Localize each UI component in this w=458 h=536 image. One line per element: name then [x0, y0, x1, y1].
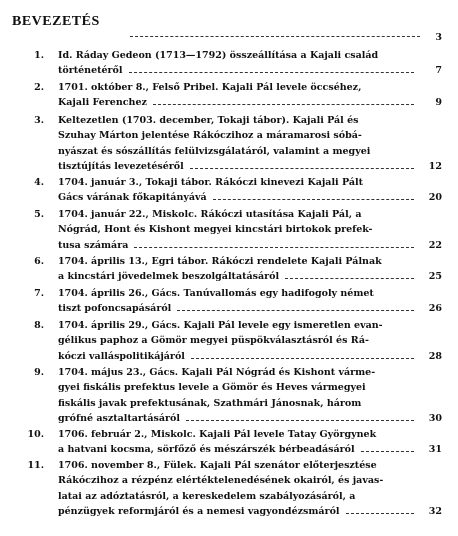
toc-entry: [0, 286, 458, 317]
entry-text-line: Id. Ráday Gedeon (1713—1792) összeállítása a Kajali család: [58, 50, 379, 61]
entry-text-line: Szuhay Márton jelentése Rákóczihoz a máramarosi sóbá-: [58, 130, 362, 142]
toc-entry: [0, 318, 458, 364]
entry-number: 10.: [27, 429, 44, 440]
dot-leader: [153, 104, 414, 105]
entry-text-line: 1706. november 8., Fülek. Kajali Pál szenátor előterjesztése: [58, 460, 377, 471]
entry-text-line: történetéről: [58, 65, 123, 77]
entry-number: 6.: [34, 256, 44, 267]
entry-text-line: 1704. január 22., Miskolc. Rákóczi utasítása Kajali Pál, a: [58, 209, 362, 220]
entry-text-line: 1704. április 26., Gács. Tanúvallomás egy hadifogoly német: [58, 288, 374, 299]
page-number: 28: [428, 350, 442, 362]
toc-entry: [0, 207, 458, 253]
toc-entry: [0, 427, 458, 458]
entry-text-line: pénzügyek reformjáról és a nemesi vagyondézsmáról: [58, 505, 340, 517]
toc-entry: [0, 113, 458, 174]
entry-text-line: tisztújítás levezetéséről: [58, 160, 184, 172]
entry-text-line: 1704. április 13., Egri tábor. Rákóczi rendelete Kajali Pálnak: [58, 256, 382, 267]
dot-leader: [361, 451, 414, 452]
entry-text-line: gyei fiskális prefektus levele a Gömör és Heves vármegyei: [58, 382, 366, 394]
entry-number: 5.: [34, 209, 44, 220]
entry-number: 3.: [34, 115, 44, 126]
page-number: 26: [428, 303, 442, 315]
entry-text-line: 1704. május 23., Gács. Kajali Pál Nógrád és Kishont várme-: [58, 367, 376, 378]
toc-entry: [0, 458, 458, 519]
entry-number: 11.: [27, 460, 44, 471]
page-number: 12: [428, 160, 442, 172]
entry-number: 1.: [34, 50, 44, 61]
page-number: 31: [428, 444, 442, 456]
entry-text-line: 1701. október 8., Felső Pribel. Kajali Pál levele öccséhez,: [58, 82, 362, 93]
entry-text-line: fiskális javak prefektusának, Szathmári Jánosnak, három: [58, 397, 362, 409]
intro-row: [12, 32, 442, 46]
toc-entry: [0, 365, 458, 426]
toc-entry: [0, 48, 458, 79]
dot-leader: [190, 168, 414, 169]
entry-text-line: Keltezetlen (1703. december, Tokaji tábor). Kajali Pál és: [58, 115, 359, 126]
page-number: 30: [428, 412, 442, 424]
dot-leader: [191, 358, 414, 359]
dot-leader: [129, 72, 415, 73]
entry-number: 7.: [34, 288, 44, 299]
entry-text-line: a hatvani kocsma, sörfőző és mészárszék bérbeadásáról: [58, 444, 355, 456]
dot-leader: [177, 310, 414, 311]
entry-text-line: Rákóczihoz a rézpénz elértéktelenedésének okairól, és javas-: [58, 475, 384, 487]
page-number: 7: [435, 65, 442, 77]
entry-text-line: Nógrád, Hont és Kishont megyei kincstári birtokok prefek-: [58, 224, 373, 236]
entry-number: 8.: [34, 320, 44, 331]
entry-number: 9.: [34, 367, 44, 378]
page-number: 20: [428, 192, 442, 204]
entry-text-line: Kajali Ferenchez: [58, 97, 147, 109]
dot-leader: [134, 247, 414, 248]
entry-text-line: nyászat és sószállítás felülvizsgálatáról, valamint a megyei: [58, 145, 371, 157]
entry-text-line: latai az adóztatásról, a kereskedelem szabályozásáról, a: [58, 490, 356, 502]
page-number: 9: [435, 97, 442, 109]
entry-number: 4.: [34, 177, 44, 188]
entry-text-line: 1706. február 2., Miskolc. Kajali Pál levele Tatay Györgynek: [58, 429, 377, 440]
entry-text-line: 1704. január 3., Tokaji tábor. Rákóczi kinevezi Kajali Pált: [58, 177, 364, 188]
toc-entry: [0, 80, 458, 111]
toc-entry: [0, 254, 458, 285]
dot-leader: [285, 278, 414, 279]
entry-text-line: Gács várának főkapitányává: [58, 192, 207, 204]
entry-text-line: a kincstári jövedelmek beszolgáltatásáról: [58, 271, 280, 283]
dot-leader: [186, 420, 414, 421]
page-number: 22: [428, 239, 442, 251]
dot-leader: [213, 199, 414, 200]
entry-text-line: grófné asztaltartásáról: [58, 412, 180, 424]
section-heading: BEVEZETÉS: [12, 14, 100, 29]
toc-entry: [0, 175, 458, 206]
dot-leader: [130, 36, 420, 37]
entry-number: 2.: [34, 82, 44, 93]
entry-text-line: tiszt pofoncsapásáról: [58, 303, 172, 315]
dot-leader: [346, 513, 414, 514]
entry-text-line: tusa számára: [58, 239, 129, 251]
entry-text-line: 1704. április 29., Gács. Kajali Pál levele egy ismeretlen evan-: [58, 320, 383, 331]
page-number: 32: [428, 505, 442, 517]
entry-text-line: gélikus paphoz a Gömör megyei püspökválasztásról és Rá-: [58, 335, 369, 347]
intro-page-number: 3: [435, 32, 442, 43]
page-number: 25: [428, 271, 442, 283]
entry-text-line: kóczi valláspolitikájáról: [58, 350, 185, 362]
